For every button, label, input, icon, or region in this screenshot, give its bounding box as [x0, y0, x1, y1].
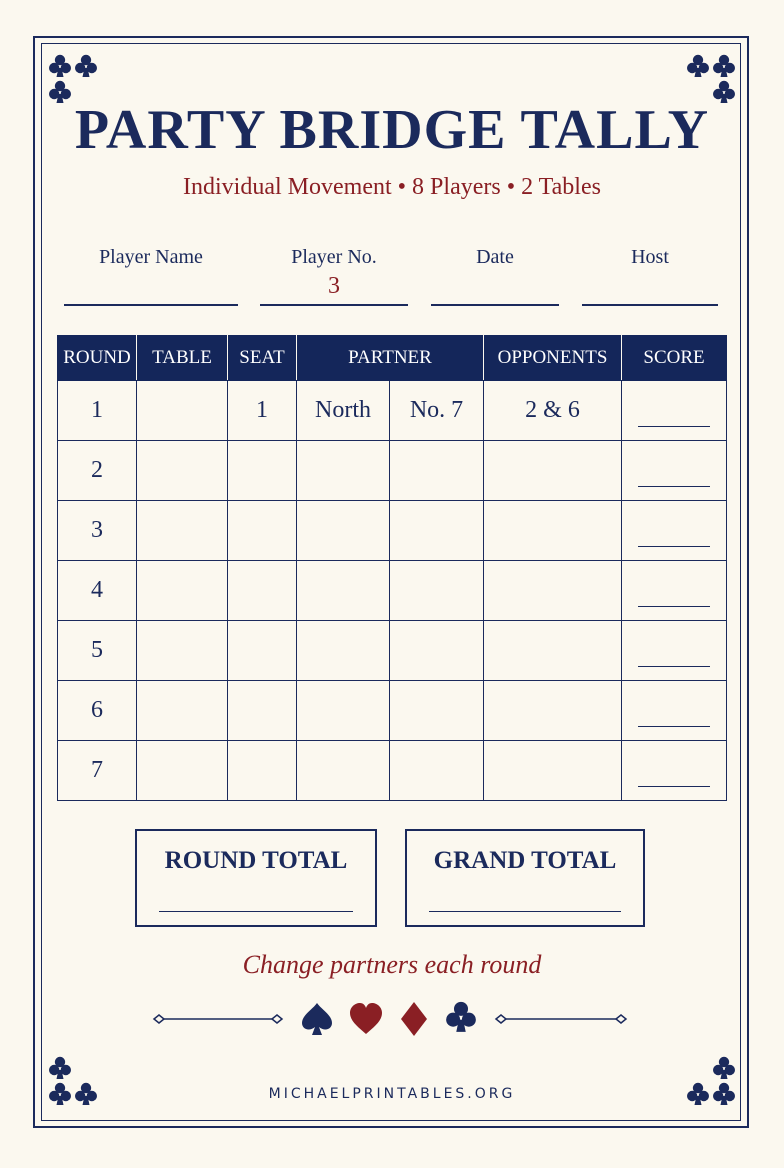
player-number-label: Player No. [291, 246, 377, 268]
table-row [58, 621, 727, 681]
player-number-field[interactable] [260, 246, 408, 306]
opponents-cell[interactable] [484, 741, 622, 801]
table-row [58, 381, 727, 441]
table-cell[interactable] [137, 681, 228, 741]
website-footer: MICHAELPRINTABLES.ORG [268, 1086, 516, 1102]
player-name-label: Player Name [99, 246, 203, 268]
partner-direction-cell[interactable] [297, 681, 390, 741]
opponents-cell[interactable]: 2 & 6 [484, 381, 622, 441]
score-cell[interactable] [622, 441, 727, 501]
partner-direction-cell[interactable] [297, 501, 390, 561]
player-number-line [260, 304, 408, 306]
diamond-icon [401, 1002, 427, 1036]
table-cell[interactable] [137, 441, 228, 501]
score-line [638, 426, 710, 427]
player-number-value[interactable]: 3 [328, 273, 340, 299]
partner-direction-cell[interactable] [297, 621, 390, 681]
host-field[interactable] [582, 246, 718, 306]
score-line [638, 486, 710, 487]
partner-direction-cell[interactable] [297, 441, 390, 501]
date-value[interactable] [431, 272, 559, 300]
round-number: 4 [58, 561, 137, 621]
spade-icon [302, 1003, 332, 1035]
left-flourish [154, 1015, 282, 1023]
partner-number-cell[interactable]: No. 7 [390, 381, 484, 441]
table-cell[interactable] [137, 741, 228, 801]
header-opponents: OPPONENTS [484, 336, 622, 381]
round-number: 7 [58, 741, 137, 801]
score-line [638, 786, 710, 787]
host-line [582, 304, 718, 306]
score-cell[interactable] [622, 381, 727, 441]
table-cell[interactable] [137, 561, 228, 621]
header-seat: SEAT [228, 336, 297, 381]
partner-number-cell[interactable] [390, 441, 484, 501]
table-cell[interactable] [137, 621, 228, 681]
round-number: 2 [58, 441, 137, 501]
date-field[interactable] [431, 246, 559, 306]
table-row [58, 681, 727, 741]
partner-number-cell[interactable] [390, 501, 484, 561]
partner-direction-cell[interactable] [297, 561, 390, 621]
page-title: PARTY BRIDGE TALLY [74, 99, 710, 161]
round-number: 6 [58, 681, 137, 741]
seat-cell[interactable] [228, 501, 297, 561]
date-line [431, 304, 559, 306]
seat-cell[interactable] [228, 741, 297, 801]
corner-clubs-icon-bottom-right [676, 1050, 740, 1114]
score-cell[interactable] [622, 621, 727, 681]
table-row [58, 741, 727, 801]
player-name-field[interactable] [64, 246, 238, 306]
table-cell[interactable] [137, 381, 228, 441]
player-name-line [64, 304, 238, 306]
grand-total-label: GRAND TOTAL [433, 847, 617, 874]
score-line [638, 546, 710, 547]
partner-number-cell[interactable] [390, 741, 484, 801]
seat-cell[interactable]: 1 [228, 381, 297, 441]
round-total-box[interactable] [135, 829, 377, 927]
header-score: SCORE [622, 336, 727, 381]
seat-cell[interactable] [228, 681, 297, 741]
round-number: 3 [58, 501, 137, 561]
table-row [58, 501, 727, 561]
seat-cell[interactable] [228, 561, 297, 621]
table-header-row [58, 336, 727, 381]
opponents-cell[interactable] [484, 441, 622, 501]
page-subtitle: Individual Movement • 8 Players • 2 Tables [183, 174, 601, 200]
round-number: 5 [58, 621, 137, 681]
header-partner: PARTNER [297, 336, 484, 381]
opponents-cell[interactable] [484, 621, 622, 681]
club-icon [446, 1002, 476, 1032]
seat-cell[interactable] [228, 621, 297, 681]
score-line [638, 666, 710, 667]
table-cell[interactable] [137, 501, 228, 561]
header-round: ROUND [58, 336, 137, 381]
score-cell[interactable] [622, 681, 727, 741]
right-flourish [496, 1015, 626, 1023]
table-row [58, 441, 727, 501]
grand-total-line [429, 911, 621, 912]
tally-table [57, 335, 727, 801]
heart-icon [350, 1003, 382, 1034]
score-line [638, 606, 710, 607]
partner-number-cell[interactable] [390, 681, 484, 741]
round-number: 1 [58, 381, 137, 441]
header-table: TABLE [137, 336, 228, 381]
host-value[interactable] [582, 272, 718, 300]
table-row [58, 561, 727, 621]
opponents-cell[interactable] [484, 501, 622, 561]
date-label: Date [476, 246, 514, 268]
round-total-label: ROUND TOTAL [164, 847, 348, 874]
partner-number-cell[interactable] [390, 621, 484, 681]
score-cell[interactable] [622, 561, 727, 621]
score-cell[interactable] [622, 741, 727, 801]
opponents-cell[interactable] [484, 681, 622, 741]
host-label: Host [631, 246, 669, 268]
grand-total-box[interactable] [405, 829, 645, 927]
corner-clubs-icon-bottom-left [44, 1050, 108, 1114]
score-line [638, 726, 710, 727]
score-cell[interactable] [622, 501, 727, 561]
partner-direction-cell[interactable] [297, 741, 390, 801]
opponents-cell[interactable] [484, 561, 622, 621]
suits-ornament [150, 995, 634, 1043]
player-name-value[interactable] [64, 272, 238, 300]
seat-cell[interactable] [228, 441, 297, 501]
partner-number-cell[interactable] [390, 561, 484, 621]
partner-direction-cell[interactable]: North [297, 381, 390, 441]
footer-note: Change partners each round [242, 950, 542, 979]
round-total-line [159, 911, 353, 912]
